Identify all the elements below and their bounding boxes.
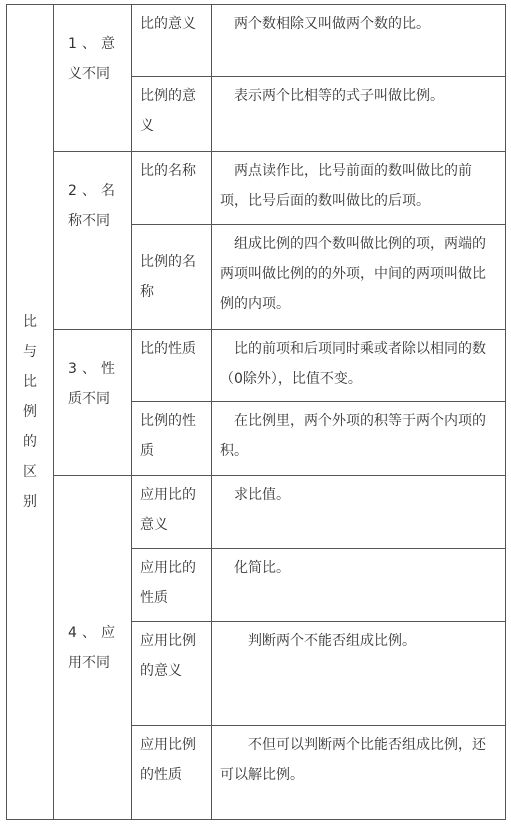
table-row: [7, 5, 506, 77]
group-label-cell: [54, 330, 132, 476]
item-label: 应用比的性质: [140, 560, 196, 606]
item-cell: [132, 5, 212, 77]
item-label: 应用比例的意义: [140, 633, 196, 679]
item-label: 应用比的意义: [140, 487, 196, 533]
item-cell: [132, 622, 212, 726]
group-label: 1、意义不同: [68, 36, 115, 82]
desc-text: 比的前项和后项同时乘或者除以相同的数（0除外），比值不变。: [220, 341, 486, 387]
group-label-cell: [54, 152, 132, 330]
desc-text: 两个数相除又叫做两个数的比。: [234, 16, 430, 32]
comparison-table: [6, 4, 506, 820]
desc-text: 不但可以判断两个比能否组成比例，还可以解比例。: [220, 737, 486, 783]
desc-cell: [212, 476, 506, 549]
desc-text: 两点读作比，比号前面的数叫做比的前项，比号后面的数叫做比的后项。: [220, 163, 472, 209]
table-row: [7, 476, 506, 549]
item-cell: [132, 77, 212, 152]
item-cell: [132, 549, 212, 622]
desc-cell: [212, 77, 506, 152]
desc-text: 表示两个比相等的式子叫做比例。: [234, 88, 444, 104]
group-label: 3、性质不同: [68, 361, 115, 407]
item-cell: [132, 402, 212, 476]
group-label: 2、名称不同: [68, 183, 115, 229]
desc-text: 组成比例的四个数叫做比例的项，两端的两项叫做比例的的外项，中间的两项叫做比例的内项。: [220, 236, 486, 312]
desc-cell: [212, 5, 506, 77]
item-label: 比例的名称: [140, 254, 196, 300]
group-label-cell: [54, 476, 132, 820]
desc-text: 化简比。: [234, 560, 290, 576]
item-label: 比例的意义: [140, 88, 196, 134]
desc-cell: [212, 330, 506, 402]
item-cell: [132, 726, 212, 820]
table-row: [7, 152, 506, 225]
group-label-cell: [54, 5, 132, 152]
main-label-cell: [7, 5, 54, 820]
item-cell: [132, 476, 212, 549]
main-label: 比与比例的区别: [23, 314, 37, 510]
group-label: 4、应用不同: [68, 624, 115, 671]
desc-text: 判断两个不能否组成比例。: [248, 633, 416, 649]
item-label: 比例的性质: [140, 413, 196, 459]
desc-cell: [212, 622, 506, 726]
item-cell: [132, 152, 212, 225]
item-label: 比的名称: [140, 163, 196, 179]
desc-cell: [212, 402, 506, 476]
table-row: [7, 330, 506, 402]
desc-cell: [212, 225, 506, 330]
desc-cell: [212, 549, 506, 622]
desc-cell: [212, 726, 506, 820]
item-cell: [132, 225, 212, 330]
item-label: 比的性质: [140, 341, 196, 357]
desc-cell: [212, 152, 506, 225]
item-cell: [132, 330, 212, 402]
desc-text: 在比例里，两个外项的积等于两个内项的积。: [220, 413, 486, 459]
item-label: 比的意义: [140, 16, 196, 32]
desc-text: 求比值。: [234, 487, 290, 503]
document-page: [6, 4, 505, 822]
item-label: 应用比例的性质: [140, 737, 196, 783]
